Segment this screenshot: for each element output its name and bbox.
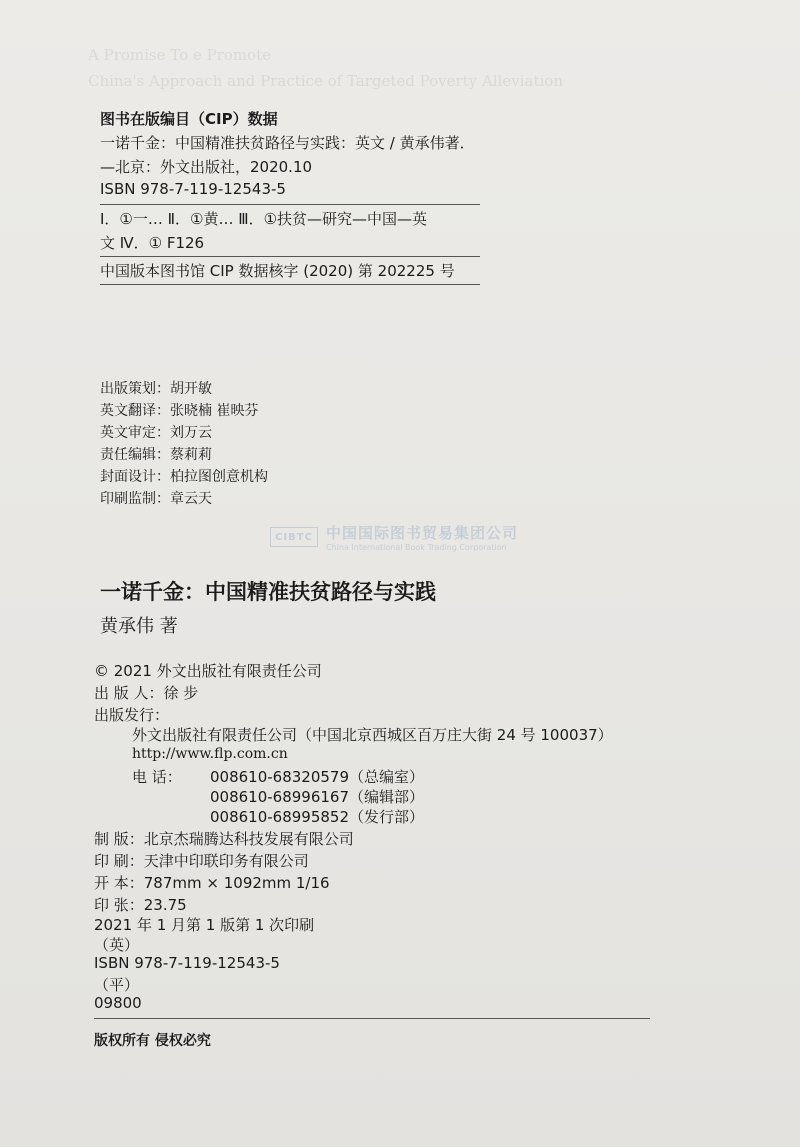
phone-number: 008610-68995852（发行部）: [210, 808, 425, 826]
cip-classification-2: 文 Ⅳ．① F126: [100, 234, 205, 252]
credit-line: 出版策划：胡开敏: [100, 381, 212, 397]
watermark-en: China International Book Trading Corporation: [326, 543, 507, 552]
credit-line: 责任编辑：蔡莉莉: [100, 447, 212, 463]
phone-label: 电 话：: [132, 768, 182, 786]
prepress-line: 制 版：北京杰瑞腾达科技发展有限公司: [94, 830, 354, 848]
credit-line: 英文审定：刘万云: [100, 425, 212, 441]
phone-number: 008610-68320579（总编室）: [210, 768, 425, 786]
divider: [100, 256, 480, 257]
cip-publisher-line: —北京：外文出版社，2020.10: [100, 158, 313, 176]
edition-line: 2021 年 1 月第 1 版第 1 次印刷: [94, 916, 315, 934]
publisher-watermark: [270, 522, 518, 552]
format-line: 开 本：787mm × 1092mm 1/16: [94, 874, 330, 892]
divider: [100, 204, 480, 205]
credit-line: 封面设计：柏拉图创意机构: [100, 469, 268, 485]
watermark-cn: 中国国际图书贸易集团公司: [326, 524, 519, 542]
language-line: （英）: [94, 936, 140, 954]
cip-library-number: 中国版本图书馆 CIP 数据核字 (2020) 第 202225 号: [100, 262, 455, 280]
cip-classification-1: Ⅰ．①一… Ⅱ．①黄… Ⅲ．①扶贫—研究—中国—英: [100, 210, 428, 228]
issuer-label: 出版发行：: [94, 706, 170, 724]
price-code-line: 09800: [94, 994, 142, 1012]
rights-notice: 版权所有 侵权必究: [94, 1033, 211, 1049]
book-author: 黄承伟 著: [100, 616, 178, 637]
cibtc-logo-icon: CIBTC: [270, 527, 318, 547]
divider: [100, 284, 480, 285]
credit-line: 印刷监制：章云天: [100, 491, 212, 507]
printer-line: 印 刷：天津中印联印务有限公司: [94, 852, 309, 870]
isbn-line: ISBN 978-7-119-12543-5: [94, 954, 280, 972]
publisher-url: http://www.flp.com.cn: [132, 746, 288, 762]
publisher-person: 出 版 人：徐 步: [94, 684, 199, 702]
issuer-address: 外文出版社有限责任公司（中国北京西城区百万庄大街 24 号 100037）: [132, 726, 613, 744]
cip-isbn: ISBN 978-7-119-12543-5: [100, 180, 286, 198]
divider: [94, 1018, 650, 1019]
sheets-line: 印 张：23.75: [94, 896, 187, 914]
phone-number: 008610-68996167（编辑部）: [210, 788, 425, 806]
binding-line: （平）: [94, 976, 140, 994]
cip-title-line: 一诺千金：中国精准扶贫路径与实践：英文 / 黄承伟著．: [100, 134, 475, 152]
credit-line: 英文翻译：张晓楠 崔映芬: [100, 403, 259, 419]
copyright-notice: © 2021 外文出版社有限责任公司: [94, 662, 322, 680]
book-title: 一诺千金：中国精准扶贫路径与实践: [100, 580, 436, 604]
bleed-through-text: A Promise To e Promote China's Approach and Practice of Targeted Poverty Alleviation: [88, 46, 563, 90]
cip-heading: 图书在版编目（CIP）数据: [100, 110, 278, 128]
